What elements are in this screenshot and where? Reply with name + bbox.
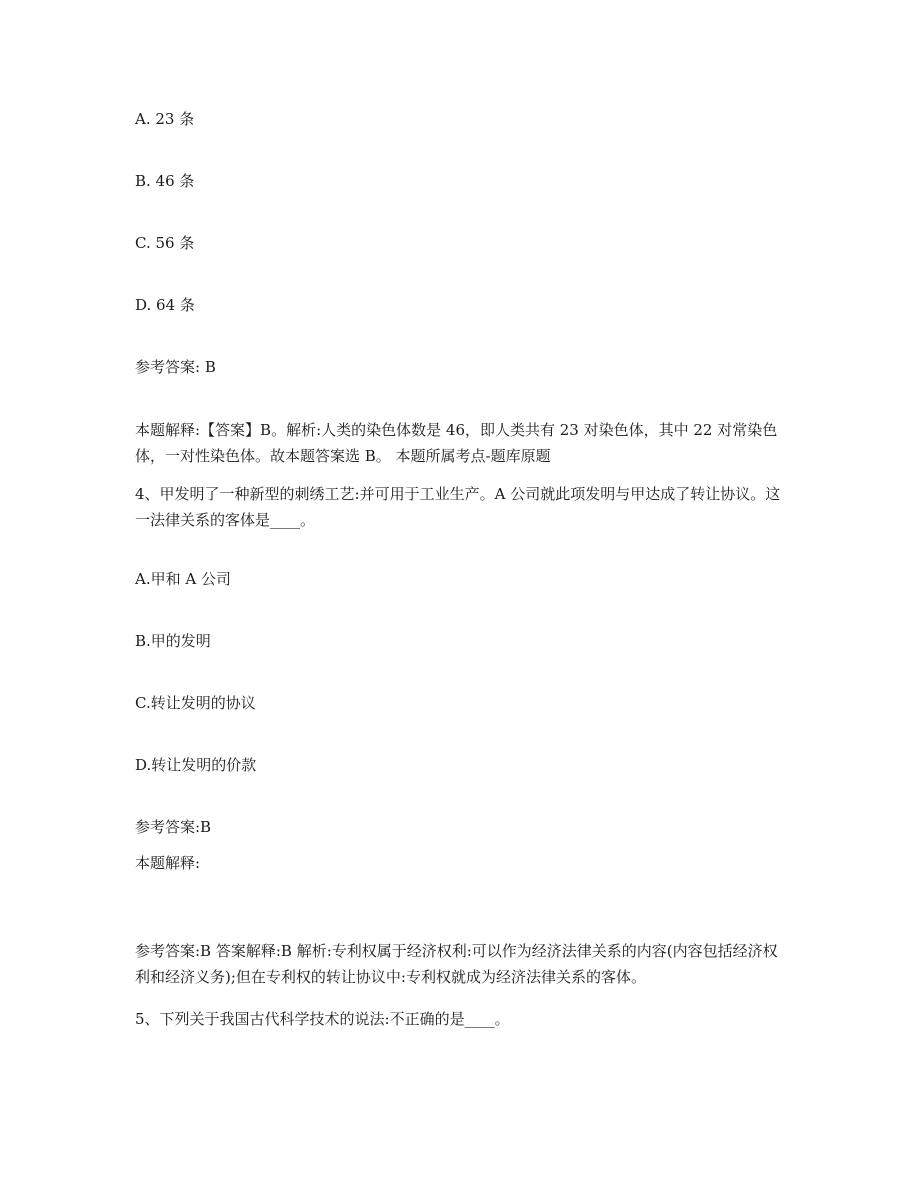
question-5: 5、下列关于我国古代科学技术的说法:不正确的是____。 (135, 1010, 510, 1028)
reference-answer: 参考答案:B (135, 818, 212, 836)
answer-explanation: 参考答案:B 答案解释:B 解析:专利权属于经济权利:可以作为经济法律关系的内容(内容包括经济权利和经济义务);但在专利权的转让协议中:专利权就成为经济法律关系的客体。 (135, 942, 778, 986)
option-a: A. 23 条 (135, 110, 195, 128)
answer-explanation: 本题解释:【答案】B。解析:人类的染色体数是 46，即人类共有 23 对染色体，其中 22 对常染色体，一对性染色体。故本题答案选 B。 本题所属考点-题库原题 (135, 421, 778, 465)
explanation-label: 本题解释: (135, 854, 201, 872)
option-b: B. 46 条 (135, 172, 195, 190)
option-c: C.转让发明的协议 (135, 694, 256, 712)
reference-answer: 参考答案: B (135, 358, 216, 376)
option-a: A.甲和 A 公司 (135, 570, 231, 588)
option-d: D.转让发明的价款 (135, 756, 257, 774)
option-d: D. 64 条 (135, 296, 195, 314)
question-4: 4、甲发明了一种新型的刺绣工艺:并可用于工业生产。A 公司就此项发明与甲达成了转让协议。这一法律关系的客体是____。 (135, 485, 781, 529)
option-c: C. 56 条 (135, 234, 195, 252)
option-b: B.甲的发明 (135, 632, 211, 650)
